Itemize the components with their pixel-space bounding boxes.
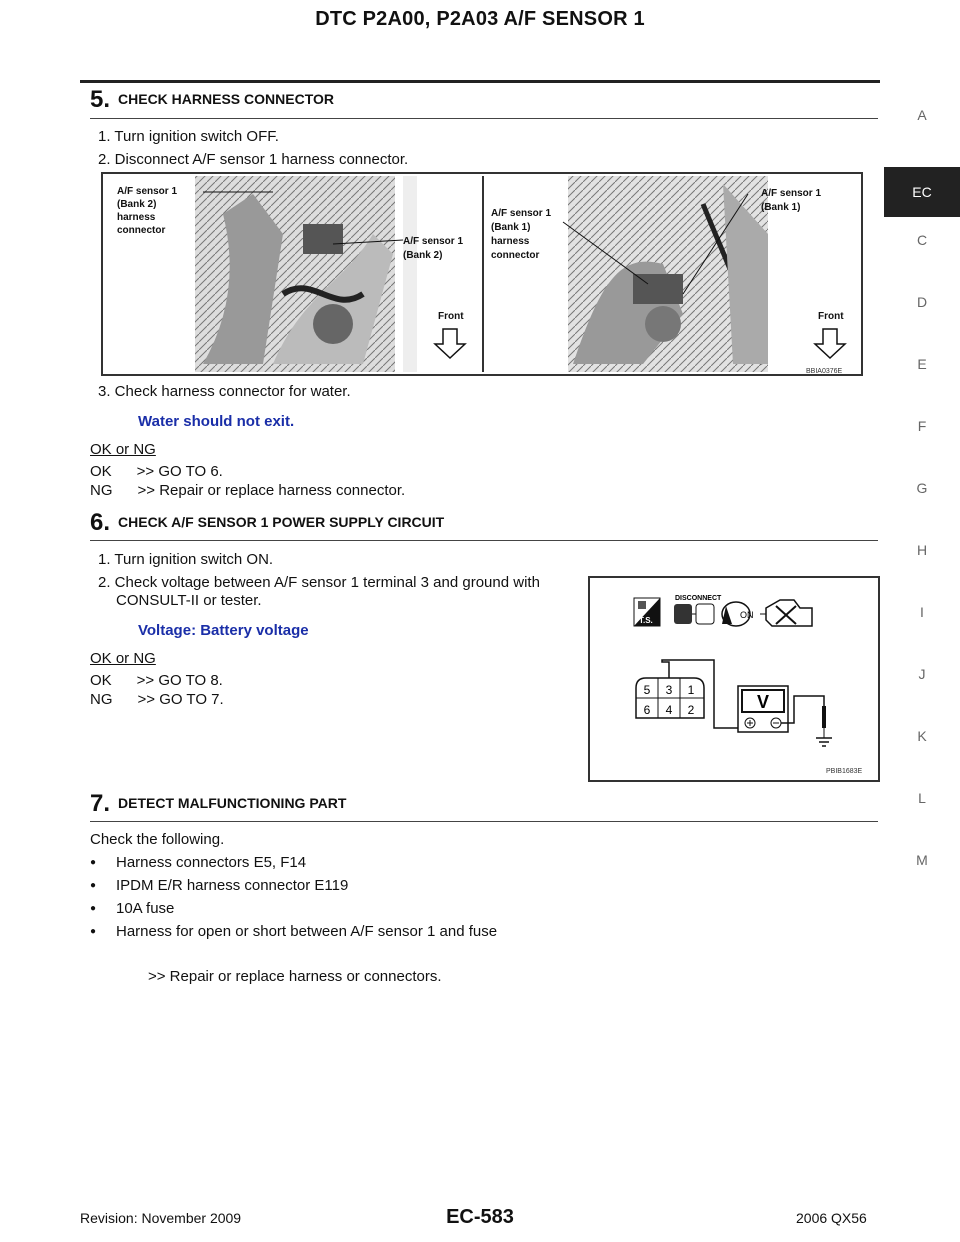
- voltmeter: [738, 686, 788, 732]
- pin-4: 4: [665, 703, 673, 717]
- step-7-intro: Check the following.: [90, 831, 225, 848]
- step-7-number: 7.: [90, 790, 111, 817]
- step-7-bullet-1: ● Harness connectors E5, F14: [116, 854, 306, 871]
- step-5-ok: OK >> GO TO 6.: [90, 463, 223, 480]
- step-7-result: >> Repair or replace harness or connectors.: [148, 968, 442, 985]
- section-tabs: [884, 100, 960, 907]
- step-6-item-2a: 2. Check voltage between A/F sensor 1 terminal 3 and ground with: [98, 574, 540, 591]
- step-5-ng: NG >> Repair or replace harness connector.: [90, 482, 406, 499]
- step-5-heading: [90, 86, 334, 114]
- section-tab-d[interactable]: D: [916, 294, 928, 310]
- engine-icon: [760, 600, 812, 626]
- section-tab-i[interactable]: I: [920, 604, 924, 620]
- label-bank2-sensor-line2: (Bank 2): [403, 250, 443, 261]
- label-front-left: Front: [438, 311, 464, 322]
- section-tab-e[interactable]: E: [917, 356, 927, 372]
- figure-2-code: PBIB1683E: [826, 768, 863, 775]
- step-7-bullet-4: ● Harness for open or short between A/F sensor 1 and fuse: [116, 923, 497, 940]
- footer-revision: Revision: November 2009: [80, 1210, 242, 1226]
- step-6-title: CHECK A/F SENSOR 1 POWER SUPPLY CIRCUIT: [118, 514, 445, 530]
- step-5-item-2: 2. Disconnect A/F sensor 1 harness connector.: [98, 151, 409, 168]
- disconnect-icon: [674, 595, 722, 624]
- step-5-item-1: 1. Turn ignition switch OFF.: [98, 128, 279, 145]
- label-bank2-harness-line1: A/F sensor 1: [117, 186, 178, 197]
- header-rule: [80, 80, 880, 83]
- step-7-heading: [90, 790, 346, 818]
- step-6-item-1: 1. Turn ignition switch ON.: [98, 551, 274, 568]
- step-7-bullet-2: ● IPDM E/R harness connector E119: [116, 877, 348, 894]
- figure-1-code: BBIA0376E: [806, 368, 843, 375]
- page-title: DTC P2A00, P2A03 A/F SENSOR 1: [315, 8, 645, 30]
- label-bank2-harness-line2: (Bank 2): [117, 199, 157, 210]
- section-tab-m[interactable]: M: [916, 852, 928, 868]
- page-number: EC-583: [446, 1206, 514, 1228]
- meter-label: V: [756, 692, 770, 712]
- step-5-spec: Water should not exit.: [138, 413, 295, 430]
- harness-connector-photo: [103, 174, 861, 374]
- section-tab-a[interactable]: A: [917, 107, 927, 123]
- step-5-rule: [90, 118, 878, 119]
- sensor-connector: [636, 678, 704, 718]
- footer-model: 2006 QX56: [796, 1210, 867, 1226]
- label-bank1-harness-line4: connector: [491, 250, 540, 261]
- step-6-ng: NG >> GO TO 7.: [90, 691, 224, 708]
- label-bank1-harness-line3: harness: [491, 236, 530, 247]
- label-bank2-sensor-line1: A/F sensor 1: [403, 236, 464, 247]
- step-6-rule: [90, 540, 878, 541]
- step-7-rule: [90, 821, 878, 822]
- ignition-on-icon: [722, 602, 754, 626]
- step-6-heading: [90, 509, 444, 537]
- ignition-on-label: ON: [740, 610, 754, 620]
- section-tab-f[interactable]: F: [917, 418, 927, 434]
- disconnect-label: DISCONNECT: [675, 595, 722, 602]
- step-5-okng: OK or NG: [90, 441, 156, 458]
- label-bank2-harness-line4: connector: [117, 225, 166, 236]
- pin-6: 6: [643, 703, 651, 717]
- step-6-spec: Voltage: Battery voltage: [138, 622, 309, 639]
- step-6-number: 6.: [90, 509, 111, 536]
- section-tab-h[interactable]: H: [916, 542, 928, 558]
- section-tab-g[interactable]: G: [916, 480, 928, 496]
- section-tab-k[interactable]: K: [917, 728, 927, 744]
- section-tab-ec[interactable]: EC: [884, 167, 960, 217]
- step-7-title: DETECT MALFUNCTIONING PART: [118, 795, 347, 811]
- section-tab-l[interactable]: L: [918, 790, 926, 806]
- step-7-bullet-3: ● 10A fuse: [116, 900, 174, 917]
- front-arrow-icon: [815, 329, 845, 358]
- front-arrow-icon: [435, 329, 465, 358]
- step-5-item-3: 3. Check harness connector for water.: [98, 383, 351, 400]
- pin-2: 2: [687, 703, 695, 717]
- label-bank1-harness-line2: (Bank 1): [491, 222, 531, 233]
- ground-icon: [816, 728, 832, 746]
- pin-1: 1: [687, 683, 695, 697]
- label-bank1-sensor-line1: A/F sensor 1: [761, 188, 822, 199]
- section-tab-j[interactable]: J: [918, 666, 926, 682]
- figure-voltage-check: [588, 576, 880, 782]
- step-5-number: 5.: [90, 86, 111, 113]
- step-5-title: CHECK HARNESS CONNECTOR: [118, 91, 334, 107]
- step-6-ok: OK >> GO TO 8.: [90, 672, 223, 689]
- step-6-okng: OK or NG: [90, 650, 156, 667]
- label-bank1-sensor-line2: (Bank 1): [761, 202, 801, 213]
- label-bank1-harness-line1: A/F sensor 1: [491, 208, 552, 219]
- section-tab-c[interactable]: C: [916, 232, 928, 248]
- figure-harness-connector: [101, 172, 863, 376]
- ts-label: T.S.: [639, 616, 653, 625]
- label-front-right: Front: [818, 311, 844, 322]
- label-bank2-harness-line3: harness: [117, 212, 156, 223]
- ts-icon: [634, 598, 660, 626]
- step-6-item-2b: CONSULT-II or tester.: [116, 592, 262, 609]
- pin-5: 5: [643, 683, 651, 697]
- pin-3: 3: [665, 683, 673, 697]
